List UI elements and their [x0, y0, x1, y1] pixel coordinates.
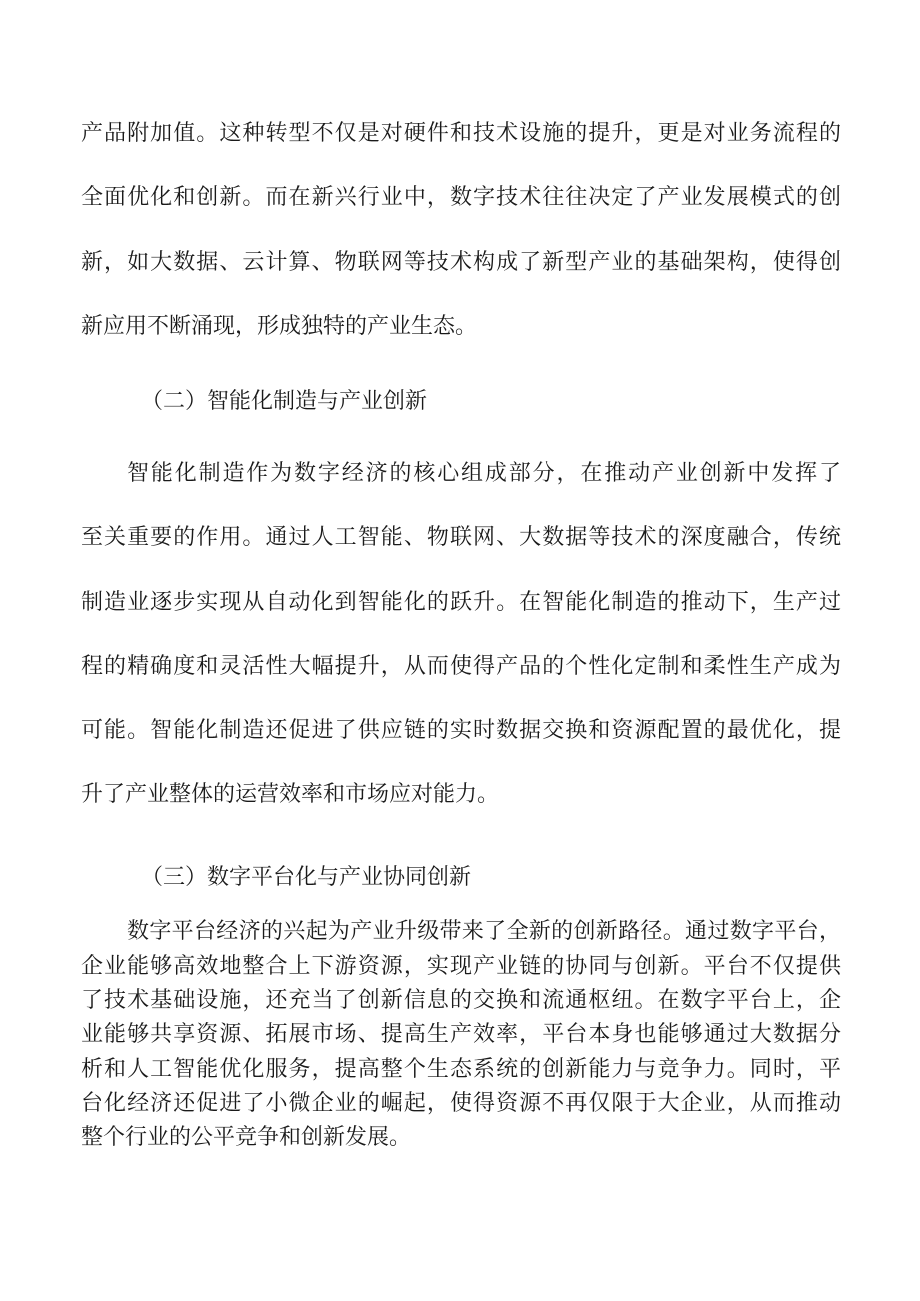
- paragraph-line: 台化经济还促进了小微企业的崛起，使得资源不再仅限于大企业，从而推动: [81, 1091, 841, 1116]
- paragraph-line: 数字平台经济的兴起为产业升级带来了全新的创新路径。通过数字平台，: [127, 919, 841, 944]
- paragraph-line: 了技术基础设施，还充当了创新信息的交换和流通枢纽。在数字平台上，企: [81, 988, 841, 1013]
- paragraph-line: 升了产业整体的运营效率和市场应对能力。: [81, 782, 500, 807]
- paragraph-line: 至关重要的作用。通过人工智能、物联网、大数据等技术的深度融合，传统: [81, 525, 841, 550]
- paragraph-line: 企业能够高效地整合上下游资源，实现产业链的协同与创新。平台不仅提供: [81, 954, 841, 979]
- paragraph-line: 新，如大数据、云计算、物联网等技术构成了新型产业的基础架构，使得创: [81, 250, 841, 275]
- paragraph-line: 新应用不断涌现，形成独特的产业生态。: [81, 314, 478, 339]
- paragraph-line: 程的精确度和灵活性大幅提升，从而使得产品的个性化定制和柔性生产成为: [81, 654, 841, 679]
- paragraph-line: 智能化制造作为数字经济的核心组成部分，在推动产业创新中发挥了: [127, 461, 841, 486]
- paragraph-line: 析和人工智能优化服务，提高整个生态系统的创新能力与竞争力。同时，平: [81, 1057, 841, 1082]
- paragraph-line: 业能够共享资源、拓展市场、提高生产效率，平台本身也能够通过大数据分: [81, 1022, 841, 1047]
- paragraph-line: 可能。智能化制造还促进了供应链的实时数据交换和资源配置的最优化，提: [81, 718, 841, 743]
- paragraph-line: 整个行业的公平竞争和创新发展。: [81, 1125, 412, 1150]
- section-heading-3: （三）数字平台化与产业协同创新: [141, 865, 472, 890]
- paragraph-line: 制造业逐步实现从自动化到智能化的跃升。在智能化制造的推动下，生产过: [81, 590, 841, 615]
- paragraph-line: 产品附加值。这种转型不仅是对硬件和技术设施的提升，更是对业务流程的: [81, 121, 841, 146]
- section-heading-2: （二）智能化制造与产业创新: [141, 389, 428, 414]
- paragraph-line: 全面优化和创新。而在新兴行业中，数字技术往往决定了产业发展模式的创: [81, 185, 841, 210]
